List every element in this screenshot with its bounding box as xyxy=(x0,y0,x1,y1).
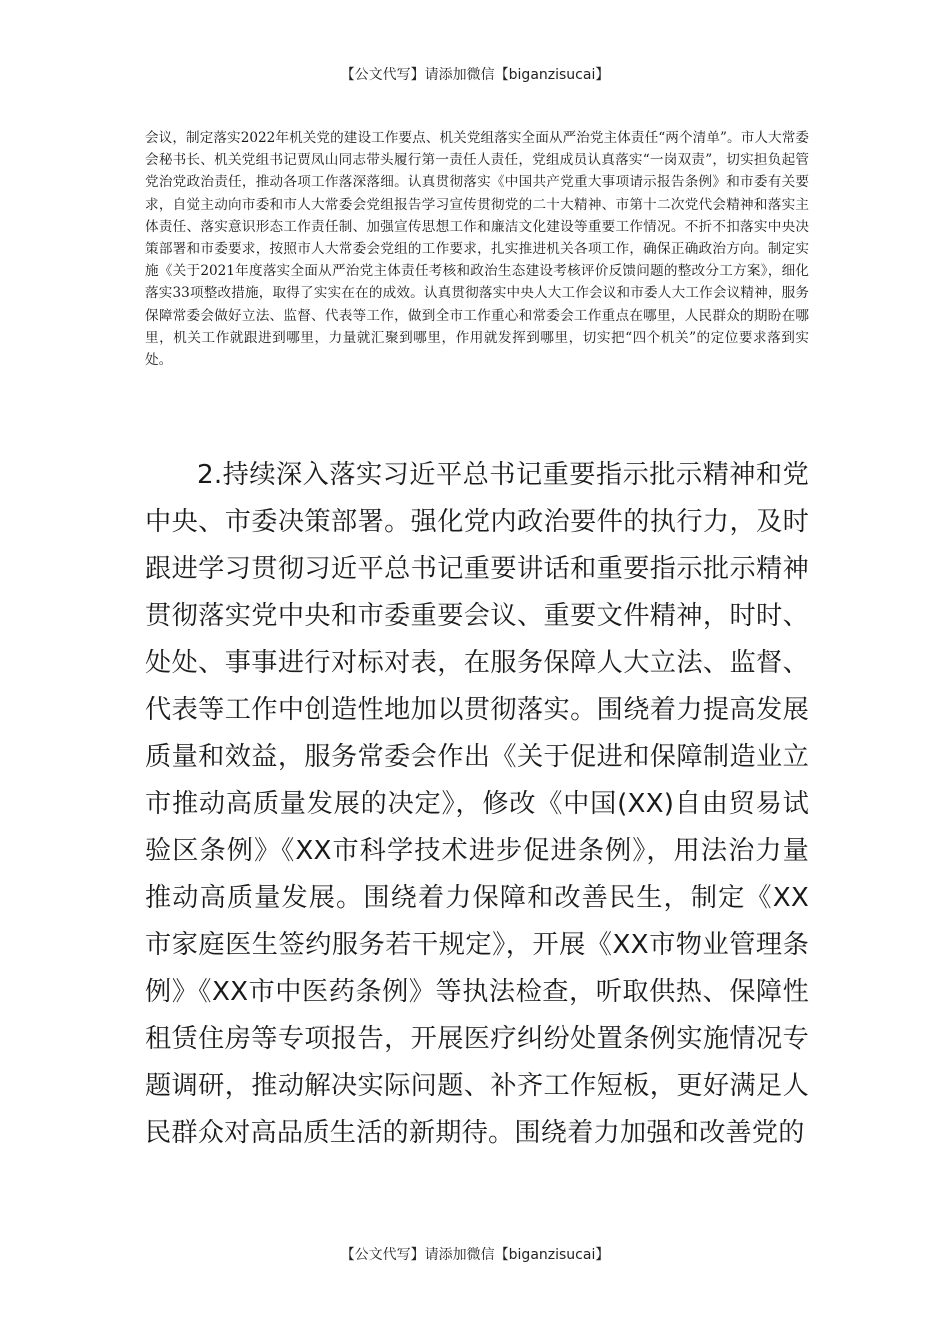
page-footer: 【公文代写】请添加微信【biganzisucai】 xyxy=(340,1247,610,1263)
body-paragraph-continued: 会议，制定落实2022年机关党的建设工作要点、机关党组落实全面从严治党主体责任“两个清单”。市人大常委会秘书长、机关党组书记贾凤山同志带头履行第一责任人责任，党组成员认真落实“一岗双责”，切实担负起管党治党政治责任，推动各项工作落深落细。认真贯彻落实《中国共产党重大事项请示报告条例》和市委有关要求，自觉主动向市委和市人大常委会党组报告学习宣传贯彻党的二十大精神、市第十二次党代会精神和落实主体责任、落实意识形态工作责任制、加强宣传思想工作和廉洁文化建设等重要工作情况。不折不扣落实中央决策部署和市委要求，按照市人大常委会党组的工作要求，扎实推进机关各项工作，确保正确政治方向。制定实施《关于2021年度落实全面从严治党主体责任考核和政治生态建设考核评价反馈问题的整改分工方案》，细化落实33项整改措施，取得了实实在在的成效。认真贯彻落实中央人大工作会议和市委人大工作会议精神，服务保障常委会做好立法、监督、代表等工作，做到全市工作重心和常委会工作重点在哪里，人民群众的期盼在哪里，机关工作就跟进到哪里，力量就汇聚到哪里，作用就发挥到哪里，切实把“四个机关”的定位要求落到实处。 xyxy=(145,130,809,369)
body-paragraph-section-2: 2.持续深入落实习近平总书记重要指示批示精神和党中央、市委决策部署。强化党内政治要件的执行力，及时跟进学习贯彻习近平总书记重要讲话和重要指示批示精神贯彻落实党中央和市委重要会议、重要文件精神，时时、处处、事事进行对标对表，在服务保障人大立法、监督、代表等工作中创造性地加以贯彻落实。围绕着力提高发展质量和效益，服务常委会作出《关于促进和保障制造业立市推动高质量发展的决定》，修改《中国(XX)自由贸易试验区条例》《XX市科学技术进步促进条例》，用法治力量推动高质量发展。围绕着力保障和改善民生，制定《XX市家庭医生签约服务若干规定》，开展《XX市物业管理条例》《XX市中医药条例》等执法检查，听取供热、保障性租赁住房等专项报告，开展医疗纠纷处置条例实施情况专题调研，推动解决实际问题、补齐工作短板，更好满足人民群众对高品质生活的新期待。围绕着力加强和改善党的 xyxy=(145,460,809,1148)
page-header: 【公文代写】请添加微信【biganzisucai】 xyxy=(340,67,610,83)
